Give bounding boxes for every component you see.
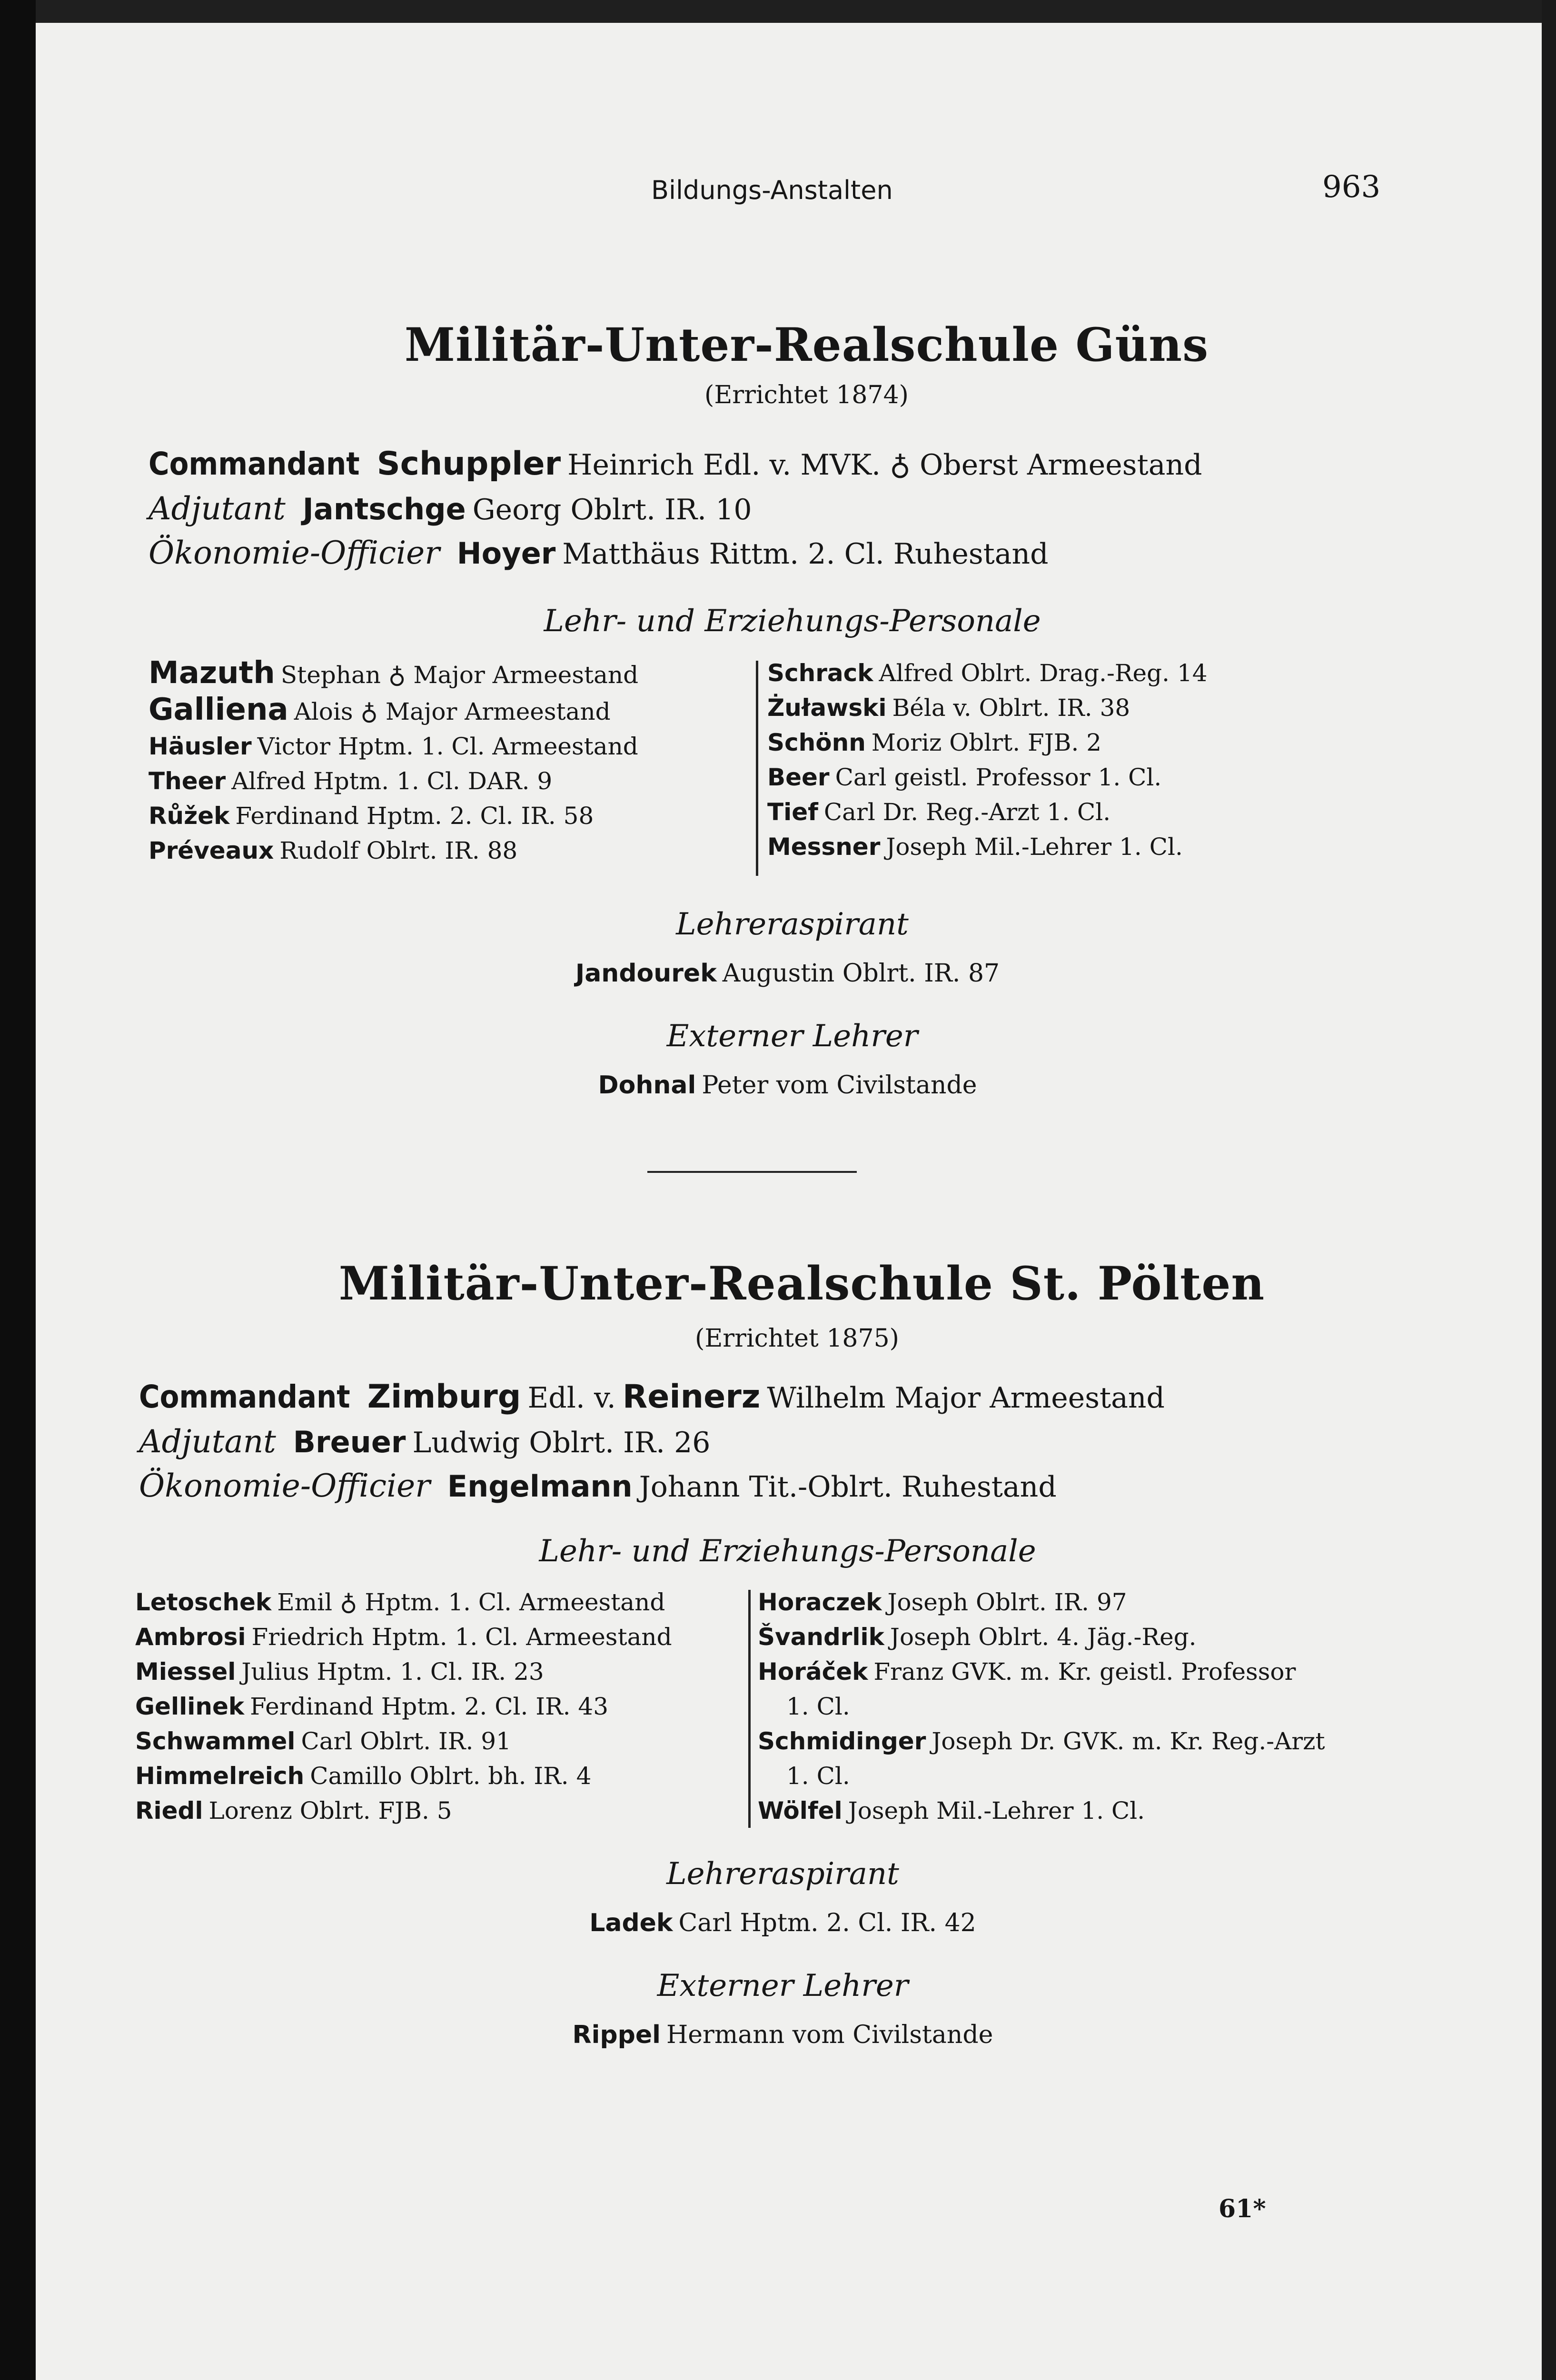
staff-entry xyxy=(758,1689,1325,1724)
staff-entry xyxy=(135,1655,672,1689)
staff-details: Carl Dr. Reg.-Arzt 1. Cl. xyxy=(823,798,1111,826)
adjutant-label: Adjutant xyxy=(139,1423,276,1460)
external-details: Hermann vom Civilstande xyxy=(666,2021,993,2049)
aspirant-details: Augustin Oblrt. IR. 87 xyxy=(722,959,1000,988)
school1-staff-right xyxy=(767,656,1208,864)
school1-aspirant-heading: Lehreraspirant xyxy=(676,907,909,942)
staff-entry xyxy=(135,1759,672,1794)
school2-founded: (Errichtet 1875) xyxy=(695,1324,899,1353)
staff-entry xyxy=(758,1585,1325,1620)
staff-entry xyxy=(758,1724,1325,1759)
staff-details: Alois ♁ Major Armeestand xyxy=(294,698,611,725)
staff-name: Beer xyxy=(767,764,830,791)
staff-entry xyxy=(767,691,1208,725)
school1-founded: (Errichtet 1874) xyxy=(704,381,909,409)
school2-aspirant-heading: Lehreraspirant xyxy=(666,1856,899,1892)
staff-details: 1. Cl. xyxy=(786,1762,850,1790)
staff-name: Żuławski xyxy=(767,694,887,722)
oekonomie-label: Ökonomie-Officier xyxy=(139,1468,430,1504)
staff-details: Joseph Mil.-Lehrer 1. Cl. xyxy=(886,833,1183,861)
staff-details: Joseph Oblrt. 4. Jäg.-Reg. xyxy=(890,1623,1197,1651)
commandant-name: Zimburg xyxy=(367,1378,521,1416)
oekonomie-name: Engelmann xyxy=(447,1469,633,1504)
staff-entry xyxy=(758,1655,1325,1689)
staff-entry xyxy=(767,725,1208,760)
staff-entry xyxy=(149,729,638,764)
staff-details: Carl geistl. Professor 1. Cl. xyxy=(835,764,1162,791)
staff-details: Joseph Oblrt. IR. 97 xyxy=(887,1588,1127,1616)
school1-aspirant xyxy=(0,959,1556,988)
staff-entry xyxy=(758,1794,1325,1828)
aspirant-name: Jandourek xyxy=(575,959,717,988)
staff-name: Theer xyxy=(149,767,226,795)
staff-details: Victor Hptm. 1. Cl. Armeestand xyxy=(257,733,638,760)
section-separator xyxy=(647,1171,857,1173)
school1-commandant xyxy=(149,445,1202,483)
school2-title: Militär-Unter-Realschule St. Pölten xyxy=(338,1257,1265,1310)
school1-external xyxy=(0,1071,1556,1100)
staff-name: Švandrlik xyxy=(758,1623,884,1651)
school2-oekonomie-officier xyxy=(139,1468,1057,1504)
school2-adjutant xyxy=(139,1423,710,1460)
commandant-label: Commandant xyxy=(139,1378,350,1415)
staff-entry xyxy=(135,1689,672,1724)
school1-staff-left xyxy=(149,656,638,868)
oekonomie-details: Matthäus Rittm. 2. Cl. Ruhestand xyxy=(562,537,1049,571)
page-number: 963 xyxy=(1322,169,1381,205)
school2-external-heading: Externer Lehrer xyxy=(657,1968,909,2003)
school1-title: Militär-Unter-Realschule Güns xyxy=(404,318,1209,372)
school1-staff-heading: Lehr- und Erziehungs-Personale xyxy=(544,604,1041,639)
staff-details: Lorenz Oblrt. FJB. 5 xyxy=(208,1797,452,1825)
staff-details: Alfred Hptm. 1. Cl. DAR. 9 xyxy=(231,767,553,795)
adjutant-name: Jantschge xyxy=(302,492,466,526)
staff-entry xyxy=(767,795,1208,830)
school2-staff-left xyxy=(135,1585,672,1828)
staff-details: Friedrich Hptm. 1. Cl. Armeestand xyxy=(251,1623,672,1651)
adjutant-details: Ludwig Oblrt. IR. 26 xyxy=(412,1426,711,1459)
staff-entry xyxy=(149,799,638,833)
staff-entry xyxy=(135,1724,672,1759)
adjutant-details: Georg Oblrt. IR. 10 xyxy=(472,493,752,526)
staff-details: Béla v. Oblrt. IR. 38 xyxy=(892,694,1130,722)
staff-details: Alfred Oblrt. Drag.-Reg. 14 xyxy=(879,659,1208,687)
staff-entry xyxy=(149,764,638,799)
commandant-name: Schuppler xyxy=(377,445,561,483)
staff-name: Riedl xyxy=(135,1797,203,1825)
oekonomie-name: Hoyer xyxy=(456,536,556,571)
aspirant-details: Carl Hptm. 2. Cl. IR. 42 xyxy=(678,1909,976,1937)
staff-name: Růžek xyxy=(149,802,230,830)
scan-border-top xyxy=(0,0,1556,23)
staff-entry xyxy=(758,1759,1325,1794)
staff-entry xyxy=(767,830,1208,864)
staff-name: Schwammel xyxy=(135,1727,296,1755)
school2-external xyxy=(0,2021,1556,2049)
staff-name: Häusler xyxy=(149,733,252,760)
staff-entry xyxy=(135,1620,672,1655)
staff-name: Miessel xyxy=(135,1658,236,1686)
external-details: Peter vom Civilstande xyxy=(702,1071,977,1100)
column-divider xyxy=(748,1590,751,1828)
staff-entry xyxy=(149,693,638,729)
adjutant-name: Breuer xyxy=(293,1425,406,1459)
staff-details: 1. Cl. xyxy=(786,1693,850,1720)
staff-name: Schmidinger xyxy=(758,1727,926,1755)
staff-details: Franz GVK. m. Kr. geistl. Professor xyxy=(873,1658,1296,1686)
staff-name: Himmelreich xyxy=(135,1762,305,1790)
aspirant-name: Ladek xyxy=(589,1909,673,1937)
staff-details: Stephan ♁ Major Armeestand xyxy=(280,661,639,689)
staff-entry xyxy=(767,656,1208,691)
external-name: Dohnal xyxy=(598,1071,696,1100)
staff-name: Tief xyxy=(767,798,818,826)
staff-name: Gellinek xyxy=(135,1693,245,1720)
column-divider xyxy=(756,661,758,876)
staff-entry xyxy=(135,1585,672,1620)
school1-oekonomie-officier xyxy=(149,535,1049,571)
commandant-title: Edl. v. xyxy=(527,1381,616,1415)
commandant-label: Commandant xyxy=(149,446,360,482)
staff-details: Carl Oblrt. IR. 91 xyxy=(301,1727,511,1755)
oekonomie-details: Johann Tit.-Oblrt. Ruhestand xyxy=(639,1470,1057,1504)
staff-entry xyxy=(758,1620,1325,1655)
external-name: Rippel xyxy=(572,2021,661,2049)
staff-entry xyxy=(767,760,1208,795)
staff-name: Horáček xyxy=(758,1658,868,1686)
staff-details: Rudolf Oblrt. IR. 88 xyxy=(279,837,518,864)
school2-staff-heading: Lehr- und Erziehungs-Personale xyxy=(539,1534,1036,1569)
school2-staff-right xyxy=(758,1585,1325,1828)
staff-entry xyxy=(149,833,638,868)
running-title: Bildungs-Anstalten xyxy=(651,175,893,205)
staff-name: Schrack xyxy=(767,659,873,687)
staff-name: Galliena xyxy=(149,692,288,727)
commandant-details: Wilhelm Major Armeestand xyxy=(767,1381,1165,1415)
school1-adjutant xyxy=(149,490,752,527)
staff-name: Messner xyxy=(767,833,881,861)
staff-name: Schönn xyxy=(767,729,866,756)
staff-details: Ferdinand Hptm. 2. Cl. IR. 43 xyxy=(250,1693,609,1720)
staff-name: Horaczek xyxy=(758,1588,882,1616)
staff-name: Ambrosi xyxy=(135,1623,246,1651)
adjutant-label: Adjutant xyxy=(149,490,286,527)
staff-name: Letoschek xyxy=(135,1588,272,1616)
staff-details: Joseph Dr. GVK. m. Kr. Reg.-Arzt xyxy=(932,1727,1325,1755)
staff-details: Joseph Mil.-Lehrer 1. Cl. xyxy=(848,1797,1145,1825)
oekonomie-label: Ökonomie-Officier xyxy=(149,535,440,571)
staff-details: Julius Hptm. 1. Cl. IR. 23 xyxy=(241,1658,544,1686)
signature-mark: 61* xyxy=(1219,2194,1266,2223)
commandant-details: Heinrich Edl. v. MVK. ♁ Oberst Armeestand xyxy=(567,448,1202,482)
staff-name: Préveaux xyxy=(149,837,274,864)
school2-commandant xyxy=(139,1378,1165,1416)
school1-external-heading: Externer Lehrer xyxy=(666,1019,918,1054)
staff-details: Moriz Oblrt. FJB. 2 xyxy=(871,729,1102,756)
staff-name: Wölfel xyxy=(758,1797,842,1825)
commandant-predicate: Reinerz xyxy=(622,1378,761,1416)
staff-details: Emil ♁ Hptm. 1. Cl. Armeestand xyxy=(277,1588,665,1616)
staff-entry xyxy=(149,656,638,693)
staff-details: Camillo Oblrt. bh. IR. 4 xyxy=(310,1762,592,1790)
school2-aspirant xyxy=(0,1909,1556,1937)
staff-details: Ferdinand Hptm. 2. Cl. IR. 58 xyxy=(235,802,594,830)
staff-entry xyxy=(135,1794,672,1828)
staff-name: Mazuth xyxy=(149,655,275,691)
